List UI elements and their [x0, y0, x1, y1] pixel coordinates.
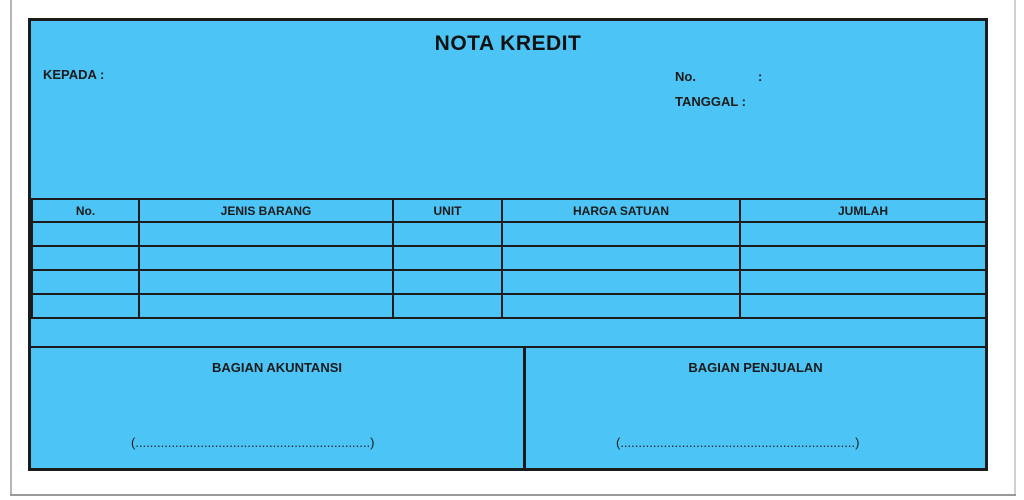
frame-right-edge — [1014, 0, 1016, 496]
table-cell — [740, 294, 986, 318]
accounting-signature-line: (.................................................................) — [131, 435, 375, 450]
number-colon: : — [758, 69, 763, 84]
recipient-label: KEPADA : — [43, 67, 105, 82]
form-title: NOTA KREDIT — [434, 32, 582, 55]
number-label: No. — [675, 69, 696, 84]
table-cell — [32, 246, 139, 270]
table-cell — [502, 246, 740, 270]
table-cell — [393, 294, 502, 318]
table-cell — [393, 246, 502, 270]
table-cell — [393, 222, 502, 246]
table-cell — [139, 246, 393, 270]
table-row — [32, 246, 986, 270]
frame-bottom-edge — [10, 494, 1016, 496]
table-footer-band — [31, 324, 985, 348]
table-cell — [32, 270, 139, 294]
sales-signature-box — [526, 348, 985, 468]
frame-left-edge — [10, 0, 12, 496]
table-cell — [32, 294, 139, 318]
table-cell — [740, 222, 986, 246]
items-table — [31, 198, 987, 319]
table-cell — [502, 270, 740, 294]
column-header-unit: UNIT — [393, 199, 502, 222]
table-cell — [740, 270, 986, 294]
table-cell — [139, 294, 393, 318]
accounting-signature-title: BAGIAN AKUNTANSI — [212, 360, 342, 375]
sales-signature-line: (.................................................................) — [616, 435, 860, 450]
table-row — [32, 270, 986, 294]
table-cell — [393, 270, 502, 294]
column-header-unit-price: HARGA SATUAN — [502, 199, 740, 222]
signature-area — [31, 348, 985, 468]
table-row — [32, 222, 986, 246]
credit-note-form — [28, 18, 988, 471]
table-cell — [502, 294, 740, 318]
table-row — [32, 294, 986, 318]
table-cell — [740, 246, 986, 270]
accounting-signature-box — [31, 348, 523, 468]
column-header-no: No. — [32, 199, 139, 222]
sales-signature-title: BAGIAN PENJUALAN — [688, 360, 823, 375]
column-header-item-type: JENIS BARANG — [139, 199, 393, 222]
table-cell — [502, 222, 740, 246]
column-header-total: JUMLAH — [740, 199, 986, 222]
table-header-row — [32, 199, 986, 222]
table-cell — [139, 270, 393, 294]
table-cell — [32, 222, 139, 246]
table-cell — [139, 222, 393, 246]
date-label: TANGGAL : — [675, 94, 747, 109]
